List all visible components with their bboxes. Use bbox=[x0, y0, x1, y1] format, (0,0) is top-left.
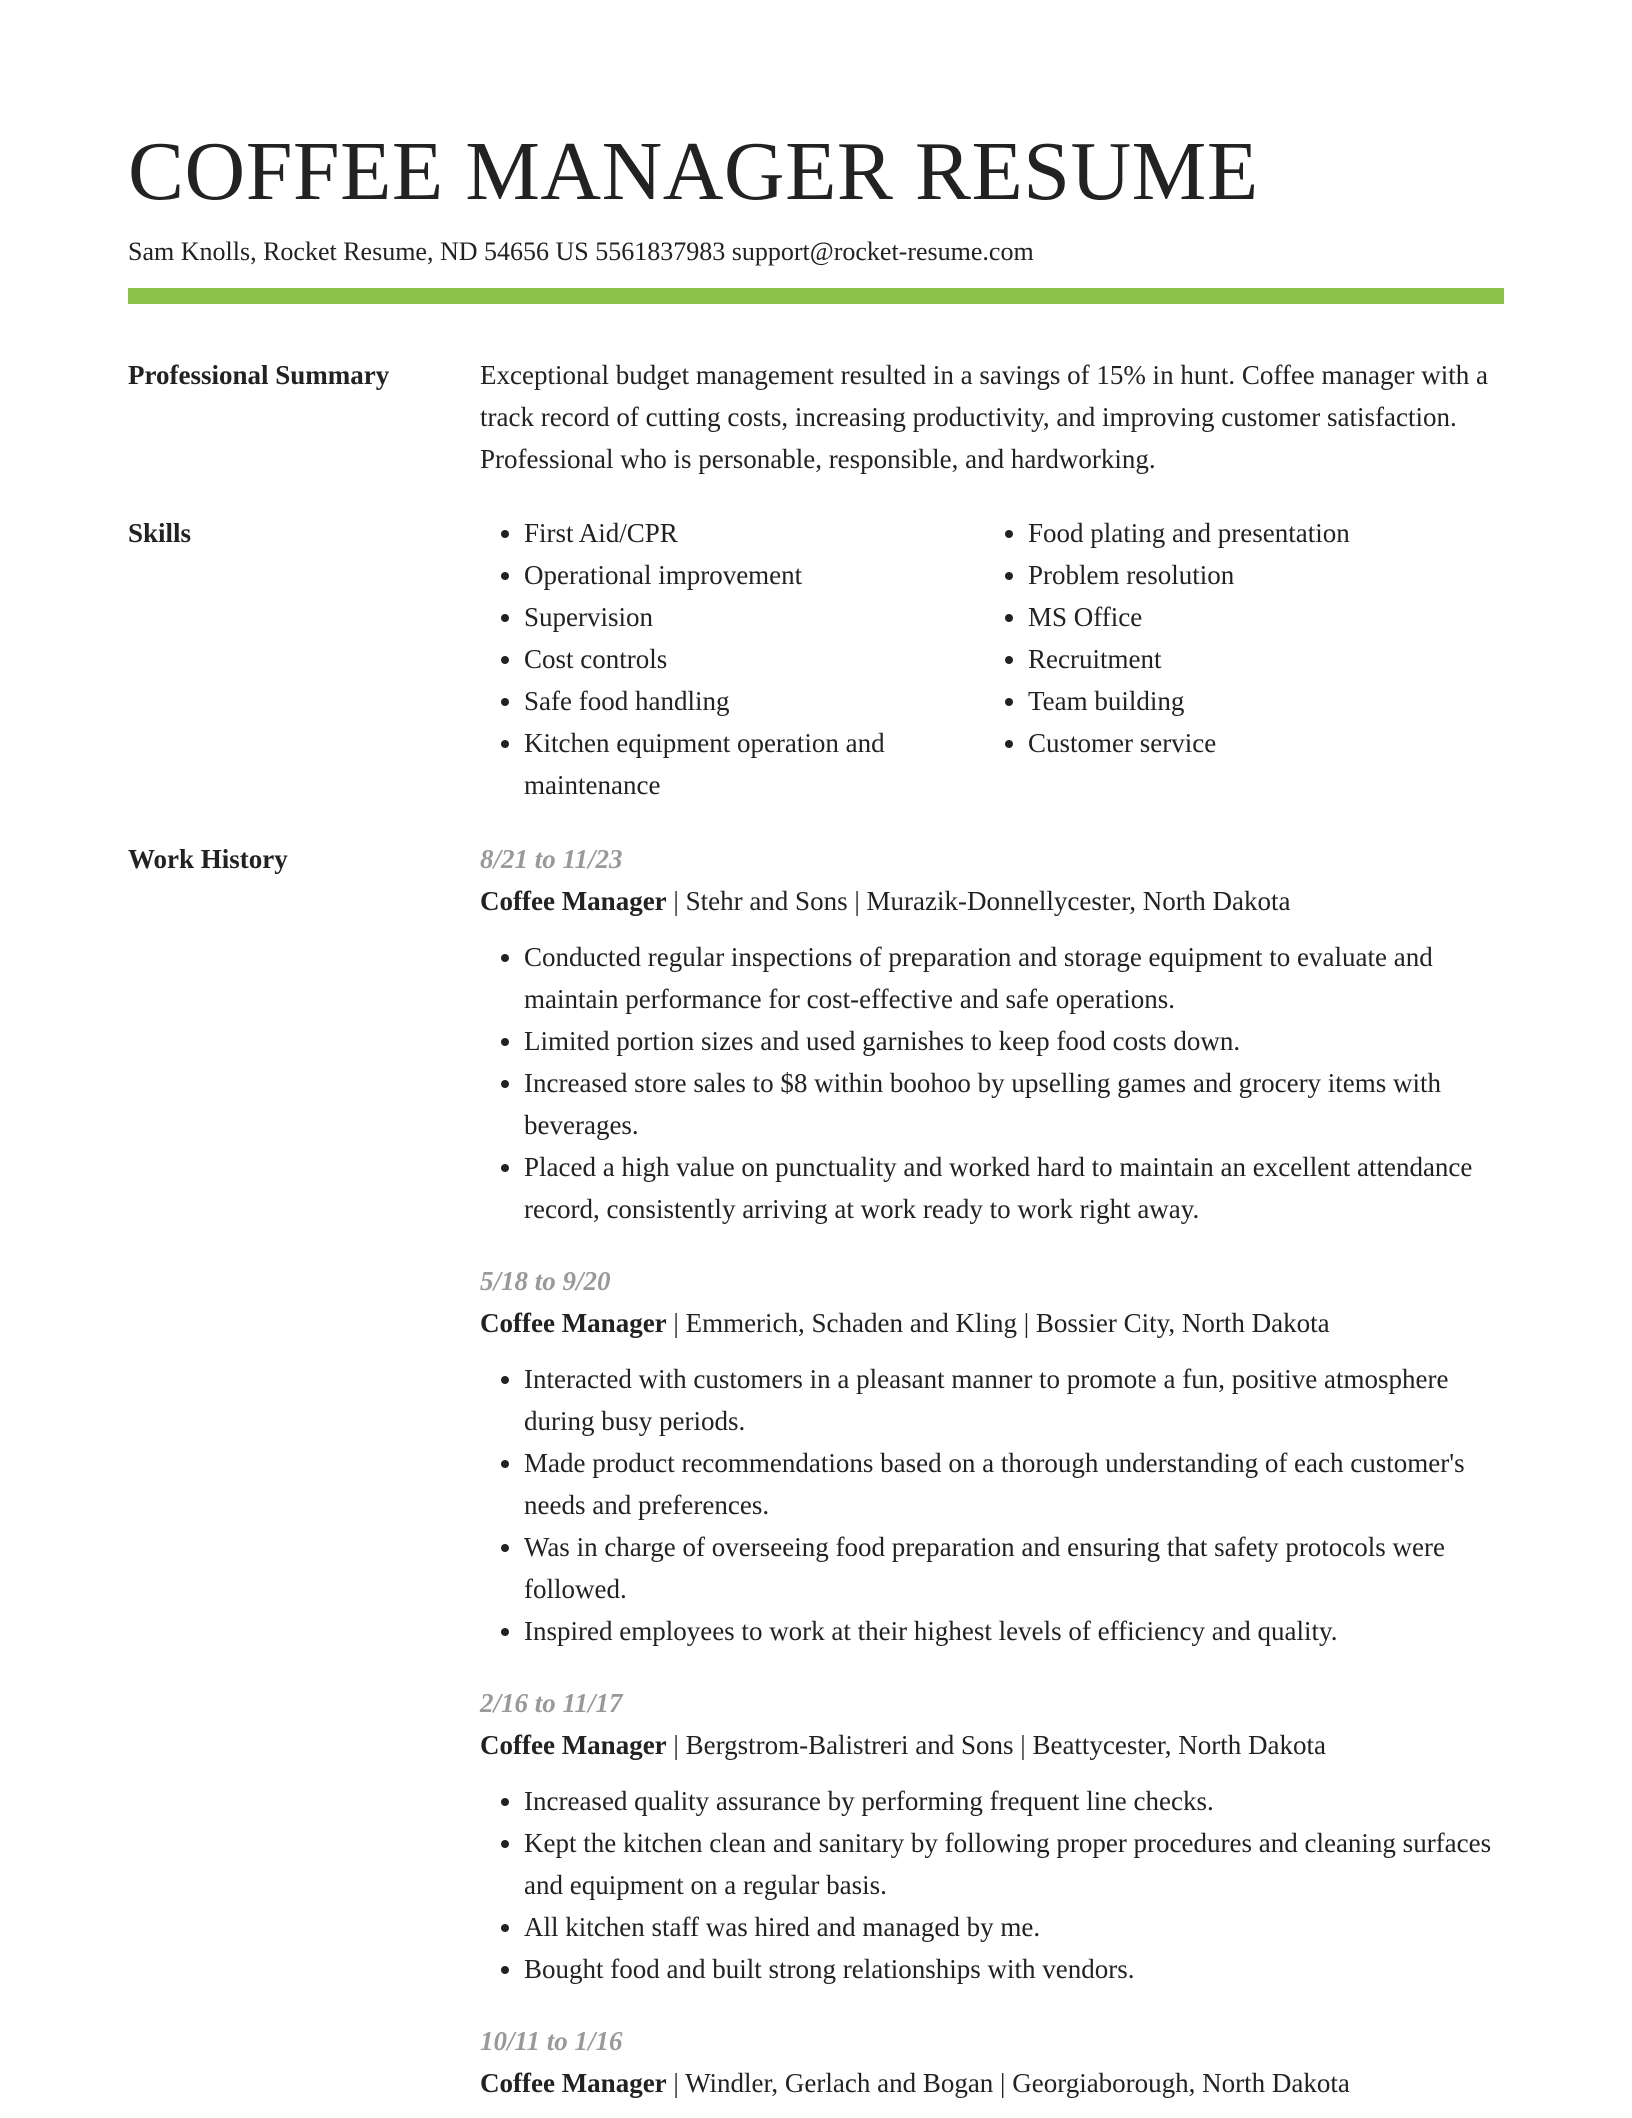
skill-item: • Cost controls bbox=[524, 638, 984, 680]
job-title: Coffee Manager bbox=[480, 1730, 667, 1760]
job-duty-item: • Increased store sales to $8 within boohoo by upselling games and grocery items with beverages. bbox=[524, 1062, 1504, 1146]
skills-columns bbox=[480, 512, 1504, 806]
job-entry bbox=[480, 2020, 1504, 2104]
resume-page bbox=[128, 118, 1504, 2118]
job-company-location: | Bergstrom-Balistreri and Sons | Beattycester, North Dakota bbox=[666, 1730, 1327, 1760]
job-heading bbox=[480, 1724, 1504, 1766]
job-duty-item: • Limited portion sizes and used garnishes to keep food costs down. bbox=[524, 1020, 1504, 1062]
job-dates: 2/16 to 11/17 bbox=[480, 1688, 623, 1718]
job-duty-item: • Kept the kitchen clean and sanitary by following proper procedures and cleaning surfaces and equipment on a regular basis. bbox=[524, 1822, 1504, 1906]
job-dates: 5/18 to 9/20 bbox=[480, 1266, 611, 1296]
skill-item: • Kitchen equipment operation and maintenance bbox=[524, 722, 984, 806]
skill-item: • Safe food handling bbox=[524, 680, 984, 722]
resume-title: COFFEE MANAGER RESUME bbox=[128, 125, 1259, 218]
skills-list-right bbox=[984, 512, 1488, 764]
summary-label: Professional Summary bbox=[128, 360, 390, 390]
skill-item: • Recruitment bbox=[1028, 638, 1488, 680]
job-duties-list bbox=[480, 936, 1504, 1230]
skills-column-left bbox=[480, 512, 984, 806]
job-heading bbox=[480, 2062, 1504, 2104]
job-duty-item: • Increased quality assurance by performing frequent line checks. bbox=[524, 1780, 1504, 1822]
job-duty-item: • Interacted with customers in a pleasant manner to promote a fun, positive atmosphere during busy periods. bbox=[524, 1358, 1504, 1442]
job-title: Coffee Manager bbox=[480, 886, 667, 916]
job-title: Coffee Manager bbox=[480, 1308, 667, 1338]
summary-text: Exceptional budget management resulted in a savings of 15% in hunt. Coffee manager with a track record of cutting costs, increasing productivity, and improving customer satisfaction. Professional who is personable, responsible, and hardworking. bbox=[480, 360, 1488, 474]
job-duties-list bbox=[480, 1780, 1504, 1990]
job-duty-item: • Was in charge of overseeing food preparation and ensuring that safety protocols were followed. bbox=[524, 1526, 1504, 1610]
job-duty-item: • Inspired employees to work at their highest levels of efficiency and quality. bbox=[524, 1610, 1504, 1652]
job-heading bbox=[480, 1302, 1504, 1344]
job-duty-item: • Placed a high value on punctuality and worked hard to maintain an excellent attendance record, consistently arriving at work ready to work right away. bbox=[524, 1146, 1504, 1230]
skill-item: • Supervision bbox=[524, 596, 984, 638]
job-duties-list bbox=[480, 1358, 1504, 1652]
job-duty-item: • All kitchen staff was hired and managed by me. bbox=[524, 1906, 1504, 1948]
skill-item: • Operational improvement bbox=[524, 554, 984, 596]
job-entry bbox=[480, 1260, 1504, 1652]
skills-label: Skills bbox=[128, 518, 192, 548]
skills-list-left bbox=[480, 512, 984, 806]
skill-item: • Customer service bbox=[1028, 722, 1488, 764]
skill-item: • First Aid/CPR bbox=[524, 512, 984, 554]
skill-item: • MS Office bbox=[1028, 596, 1488, 638]
job-duty-item: • Made product recommendations based on a thorough understanding of each customer's needs and preferences. bbox=[524, 1442, 1504, 1526]
work-history-section bbox=[128, 838, 1504, 2118]
skills-section bbox=[128, 512, 1504, 806]
skill-item: • Problem resolution bbox=[1028, 554, 1488, 596]
job-entry bbox=[480, 838, 1504, 1230]
summary-section bbox=[128, 354, 1504, 480]
job-duty-item: • Conducted regular inspections of preparation and storage equipment to evaluate and maintain performance for cost-effective and safe operations. bbox=[524, 936, 1504, 1020]
job-dates: 8/21 to 11/23 bbox=[480, 844, 623, 874]
job-dates: 10/11 to 1/16 bbox=[480, 2026, 623, 2056]
job-entry bbox=[480, 1682, 1504, 1990]
skill-item: • Food plating and presentation bbox=[1028, 512, 1488, 554]
job-heading bbox=[480, 880, 1504, 922]
job-title: Coffee Manager bbox=[480, 2068, 667, 2098]
skills-column-right bbox=[984, 512, 1488, 806]
job-company-location: | Stehr and Sons | Murazik-Donnellycester, North Dakota bbox=[666, 886, 1291, 916]
job-company-location: | Windler, Gerlach and Bogan | Georgiaborough, North Dakota bbox=[666, 2068, 1350, 2098]
work-history-list bbox=[480, 838, 1504, 2118]
work-history-label: Work History bbox=[128, 844, 288, 874]
job-company-location: | Emmerich, Schaden and Kling | Bossier City, North Dakota bbox=[666, 1308, 1330, 1338]
skill-item: • Team building bbox=[1028, 680, 1488, 722]
job-duty-item: • Bought food and built strong relationships with vendors. bbox=[524, 1948, 1504, 1990]
contact-line: Sam Knolls, Rocket Resume, ND 54656 US 5561837983 support@rocket-resume.com bbox=[128, 237, 1034, 266]
accent-divider bbox=[128, 288, 1504, 304]
